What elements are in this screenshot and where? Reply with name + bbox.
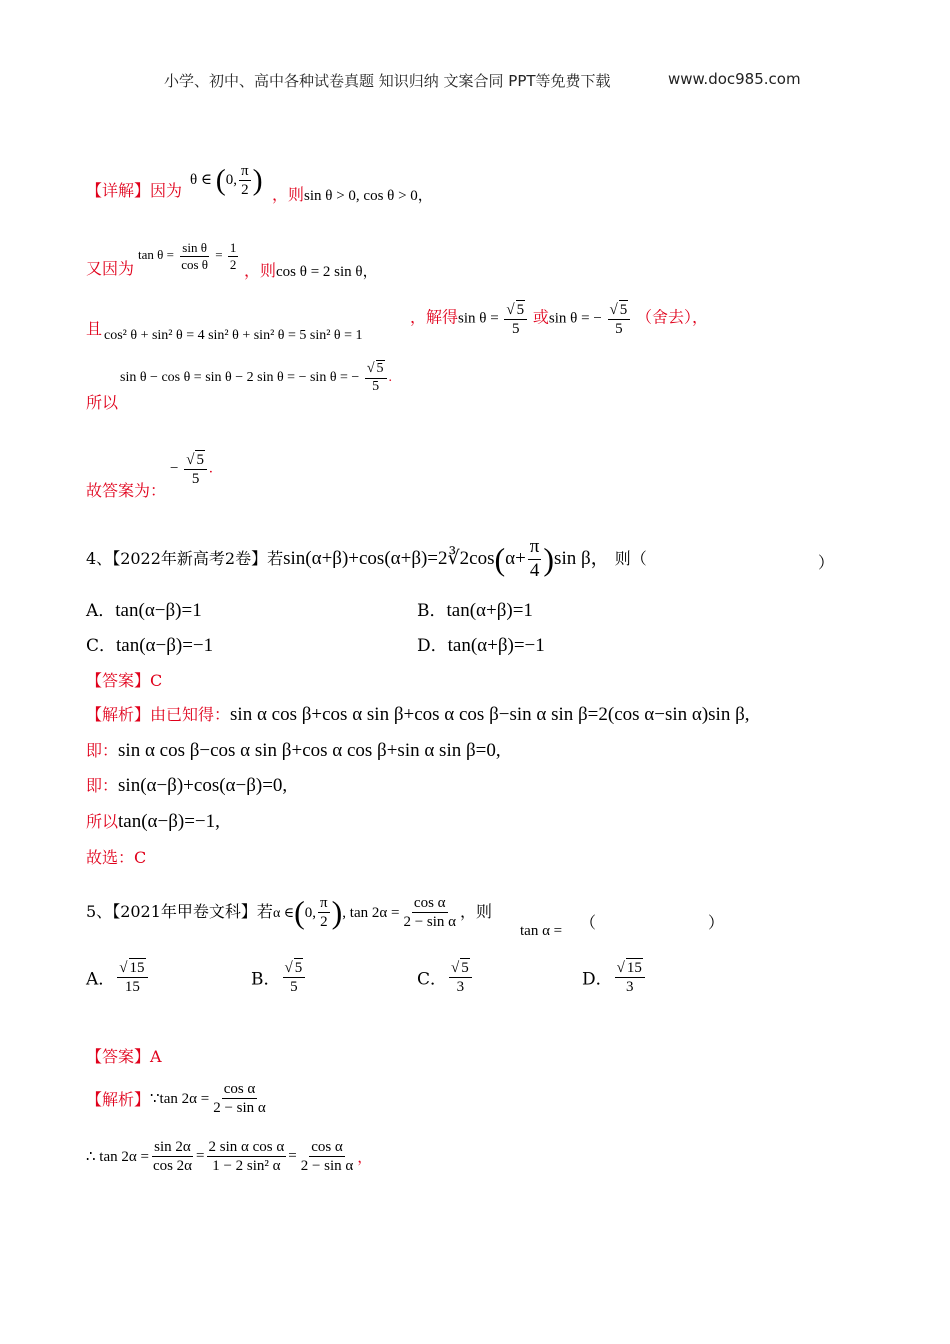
q4-analysis-line3 <box>86 773 287 797</box>
therefore-expr: ∴ tan 2α = <box>86 1149 149 1165</box>
tan-theta-expr: tan θ = $\frac{\text{sin θ}}{\text{cos θ}}$ = $\frac{1}{2}$ <box>138 240 237 272</box>
root5-over-5-result: $\frac{√ 5}{5}$ <box>365 360 387 396</box>
frac-den: 3 <box>626 979 634 995</box>
ji-word: 即： <box>86 776 119 795</box>
option-expr: tan(α+β)=1 <box>446 600 533 621</box>
analysis-tag: 【解析】 <box>86 1090 151 1109</box>
analysis-expr-4: tan(α−β)=−1, <box>118 811 220 832</box>
option-letter: D． <box>417 636 448 656</box>
interval-paren-right: ) <box>252 163 263 197</box>
sqrt-val: 5 <box>376 361 384 376</box>
frac-num: cos α <box>223 1081 256 1097</box>
guxuan-word: 故选： <box>86 848 135 867</box>
comma: ， <box>357 1150 373 1166</box>
q5-ze: ，则 <box>460 902 493 921</box>
then-expr: sin θ > 0, cos θ > 0， <box>304 188 433 204</box>
frac-den: 5 <box>615 321 623 337</box>
period: . <box>388 370 392 386</box>
analysis-lead: 由已知得： <box>150 705 231 724</box>
answer-frac: $\frac{√ 5}{5}$ <box>184 450 207 488</box>
theta-in: θ ∈ <box>190 171 213 188</box>
frac-den: 1 − 2 sin² α <box>212 1158 281 1174</box>
q5-option-c[interactable] <box>417 958 474 996</box>
frac-den: cos θ <box>181 256 209 272</box>
q5-source: 【2021年甲卷文科】 <box>112 902 257 921</box>
suoyi-word: 所以 <box>86 812 119 831</box>
frac-den: 2 <box>241 182 249 198</box>
frac-num: sin 2α <box>154 1139 191 1155</box>
period: . <box>208 460 213 477</box>
q5-analysis-2 <box>86 1138 372 1175</box>
answer-value: C <box>150 671 163 690</box>
f2 <box>207 1138 287 1175</box>
q4-option-a[interactable] <box>86 596 202 622</box>
then-word: ，则 <box>272 187 305 204</box>
interval-open: 0, <box>225 171 238 188</box>
cube-root-val: 2 <box>459 547 470 569</box>
q5-option-a[interactable] <box>86 958 150 996</box>
diff-expr: sin θ − cos θ = sin θ − 2 sin θ = − sin θ = − <box>120 370 360 386</box>
frac-den: 2 − sin α <box>403 914 457 930</box>
option-expr: tan(α−β)=1 <box>115 600 202 621</box>
q5-frac <box>401 894 458 931</box>
header-url-link[interactable]: www.doc985.com <box>668 70 801 88</box>
analysis-tag: 【解析】 <box>86 705 151 724</box>
frac-den: 5 <box>290 979 298 995</box>
option-frac: $\frac{√ 5}{5}$ <box>283 958 306 996</box>
q5-answer <box>86 1044 162 1067</box>
f1 <box>151 1138 194 1175</box>
discard-word: （舍去）， <box>636 309 709 327</box>
option-expr: tan(α−β)=−1 <box>116 635 214 656</box>
detail-tag: 【详解】 <box>86 181 151 200</box>
q4-expr1: sin(α+β)+cos(α+β)=2 <box>283 547 448 569</box>
therefore-word: 所以 <box>86 393 119 412</box>
sqrt-val: 5 <box>294 960 303 976</box>
q5-interval-open: 0, <box>304 905 317 921</box>
option-frac: $\frac{√ 5}{3}$ <box>449 958 472 996</box>
sin-eq-neg: sin θ = − <box>548 310 602 327</box>
frac-num: sin θ <box>182 240 207 255</box>
frac-den: 2 − sin α <box>213 1100 266 1116</box>
because-frac <box>211 1080 268 1117</box>
q4-analysis-line4 <box>86 809 220 833</box>
answer-tag: 【答案】 <box>86 671 151 690</box>
identity-expr: cos² θ + sin² θ = 4 sin² θ + sin² θ = 5 sin² θ = 1 <box>104 328 363 343</box>
q5-number: 5、 <box>86 902 113 921</box>
f3 <box>299 1138 356 1175</box>
q4-prefix: 若 <box>267 548 284 568</box>
option-letter: B． <box>417 601 447 621</box>
analysis-expr-2: sin α cos β−cos α sin β+cos α cos β+sin α sin β=0, <box>118 740 501 761</box>
frac-den: 5 <box>191 471 200 487</box>
q4-option-c[interactable] <box>86 631 213 657</box>
frac-den: 2 <box>320 914 328 930</box>
q5-pi-over-2 <box>318 894 330 931</box>
detail-line-1 <box>86 178 182 201</box>
header-left-text: 小学、初中、高中各种试卷真题 知识归纳 文案合同 PPT等免费下载 <box>164 72 611 90</box>
eq-sign: = <box>196 1148 205 1164</box>
root5-over-5: $\frac{√ 5}{5}$ <box>504 300 527 338</box>
q5-alpha-in: α ∈ <box>272 906 295 921</box>
q4-alpha-plus: α+ <box>505 547 526 569</box>
frac-den: 5 <box>512 321 520 337</box>
q5-ruo: 若 <box>256 902 273 921</box>
answer-label: 故答案为： <box>86 481 167 500</box>
q5-option-b[interactable] <box>251 958 307 996</box>
frac-den: cos 2α <box>152 1158 193 1174</box>
solve-line <box>410 300 708 338</box>
q5-option-d[interactable] <box>582 958 647 996</box>
option-letter: C． <box>86 636 117 656</box>
interval-paren-left: ( <box>215 163 226 197</box>
also-because: 又因为 <box>86 259 135 278</box>
q4-stem: 4、【2022年新高考2卷】若sin(α+β)+cos(α+β)=2∛2cos(α+ $\frac{\pi}{4}$ )sin β， 则（ <box>86 536 647 581</box>
q4-ze: 则（ <box>614 548 647 568</box>
frac-num: π <box>320 895 328 911</box>
q5-tana: tan α = <box>520 923 563 939</box>
ji-word: 即： <box>86 741 119 760</box>
q5-close-paren: ） <box>708 913 725 932</box>
cos-eq-line <box>244 258 378 281</box>
eq-sign: = <box>288 1148 297 1164</box>
q5-stem: 5、【2021年甲卷文科】若α ∈(0, $\frac{\pi}{2}$ ), tan 2α = $\frac{\text{cos α}}{\text{2 − sin α}}$ ，则 <box>86 894 493 930</box>
answer-tag: 【答案】 <box>86 1047 151 1066</box>
half-frac <box>228 240 239 272</box>
tan-lhs: tan θ = <box>138 247 174 263</box>
then-word-2: ，则 <box>244 263 277 280</box>
frac-num: 2 sin α cos α <box>208 1139 285 1155</box>
q4-analysis-line1 <box>86 702 750 726</box>
q4-option-d[interactable] <box>417 631 545 657</box>
frac-den: 2 <box>229 256 237 272</box>
frac-num: π <box>241 163 249 179</box>
frac-den: 15 <box>124 979 140 995</box>
option-letter: B． <box>251 969 281 990</box>
neg-sign: − <box>170 460 179 477</box>
option-frac: $\frac{√ 15}{15}$ <box>117 958 147 996</box>
q4-number: 4、 <box>86 548 113 568</box>
theta-positive <box>272 182 433 205</box>
q5-tan2a: , tan 2α = <box>342 905 400 921</box>
q4-answer <box>86 668 162 691</box>
theta-interval <box>190 162 263 199</box>
q5-open-paren: （ <box>580 913 597 932</box>
sqrt-val: 15 <box>626 960 642 976</box>
root5-over-5-neg: $\frac{√ 5}{5}$ <box>608 300 631 338</box>
option-frac: $\frac{√ 15}{3}$ <box>615 958 645 996</box>
q5-analysis-1 <box>86 1080 270 1117</box>
and-word: 且 <box>86 319 103 338</box>
option-expr: tan(α+β)=−1 <box>447 635 545 656</box>
sin-eq: sin θ = <box>458 310 499 327</box>
answer-value: A <box>150 1047 162 1066</box>
pi-over-4 <box>528 536 542 583</box>
frac-num: cos α <box>311 1139 343 1155</box>
sqrt-val: 15 <box>129 960 145 976</box>
sqrt-val: 5 <box>196 452 204 468</box>
analysis-expr-1: sin α cos β+cos α sin β+cos α cos β−sin α sin β=2(cos α−sin α)sin β, <box>230 704 750 725</box>
diff-expr-line <box>120 360 392 396</box>
q4-cos: cos <box>469 547 495 569</box>
answer-expr <box>170 450 213 488</box>
q4-tail: sin β， <box>554 547 610 569</box>
frac-den: 4 <box>529 559 540 581</box>
q4-option-b[interactable] <box>417 596 533 622</box>
q4-analysis-line2 <box>86 738 501 762</box>
frac-den: 5 <box>372 378 380 394</box>
cos-eq: cos θ = 2 sin θ， <box>276 264 378 280</box>
guxuan-value: C <box>134 848 147 867</box>
option-letter: D． <box>582 969 613 990</box>
frac-den: 2 − sin α <box>300 1158 354 1174</box>
frac-den: 3 <box>456 979 465 995</box>
frac-num: 1 <box>229 240 237 255</box>
solve-word: ，解得 <box>410 309 459 327</box>
analysis-expr-3: sin(α−β)+cos(α−β)=0, <box>118 775 288 796</box>
sqrt-val: 5 <box>619 302 628 318</box>
option-letter: A． <box>86 969 116 990</box>
pi-over-2 <box>239 162 251 199</box>
sqrt-val: 5 <box>516 302 525 318</box>
cube-root-sign: ∛ <box>447 547 460 569</box>
q4-choice <box>86 845 146 868</box>
frac-num: cos α <box>413 895 446 911</box>
q4-source: 【2022年新高考2卷】 <box>112 548 268 568</box>
sqrt-val: 5 <box>461 960 469 976</box>
frac-num: π <box>528 536 542 560</box>
option-letter: C． <box>417 969 448 990</box>
because-expr: ∵tan 2α = <box>150 1091 210 1107</box>
or-word: 或 <box>532 309 549 327</box>
option-letter: A． <box>86 601 116 621</box>
q4-close-paren: ） <box>818 553 835 572</box>
tan-frac <box>179 240 210 272</box>
detail-text: 因为 <box>150 181 183 200</box>
